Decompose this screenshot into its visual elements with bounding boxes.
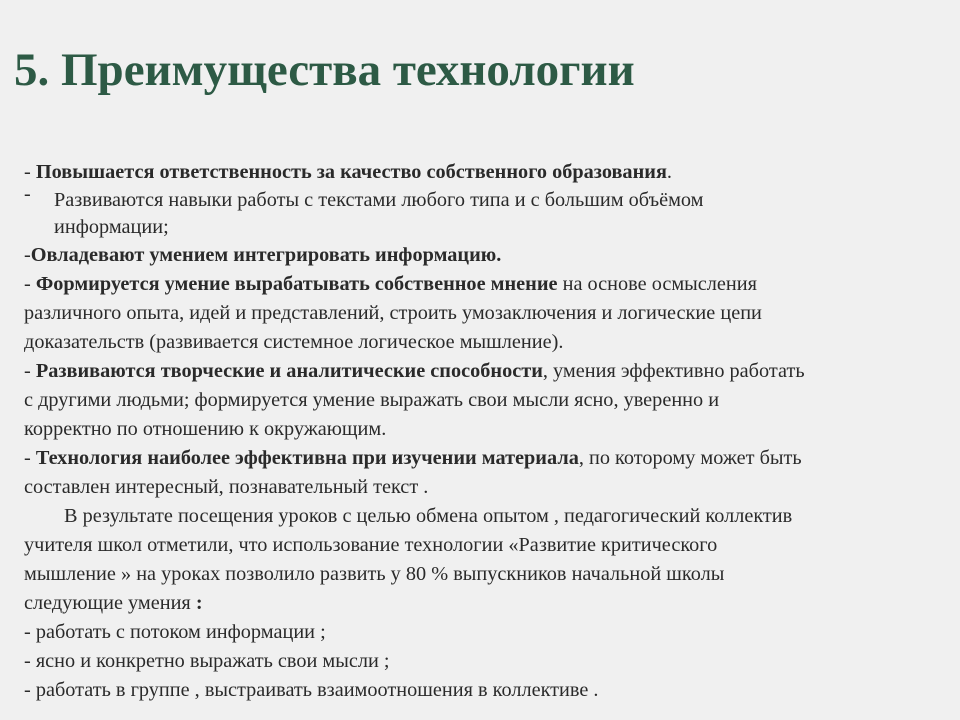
item-bold-text: Формируется умение вырабатывать собственное мнение (35, 273, 558, 295)
list-item (24, 444, 954, 473)
item-prefix: - (24, 447, 36, 469)
item-bullet: - (24, 183, 31, 205)
item-bold-text: Повышается ответственность за качество собственного образования (35, 161, 667, 183)
list-item-continuation: доказательств (развивается системное логическое мышление). (24, 331, 564, 353)
result-paragraph-line (24, 589, 954, 618)
slide-title: 5. Преимущества технологии (14, 44, 635, 96)
item-bold-text: Технология наиболее эффективна при изучении материала (35, 447, 579, 469)
list-item-continuation: корректно по отношению к окружающим. (24, 418, 387, 440)
item-prefix: - (24, 244, 31, 266)
item-prefix: - (24, 360, 36, 382)
slide-body (24, 158, 954, 705)
item-text: информации; (54, 216, 169, 238)
item-text: на основе осмысления (557, 273, 757, 295)
item-text: , по которому может быть (578, 447, 802, 469)
item-prefix: - (24, 273, 36, 295)
list-item-continuation (24, 214, 954, 241)
result-paragraph-line: мышление » на уроках позволило развить у 80 % выпускников начальной школы (24, 563, 725, 585)
skill-item: - работать с потоком информации ; (24, 621, 326, 643)
item-text: , умения эффективно работать (542, 360, 805, 382)
item-text: Развиваются навыки работы с текстами любого типа и с большим объёмом (54, 189, 704, 211)
result-colon: : (195, 592, 203, 614)
list-item (24, 270, 954, 299)
list-item-continuation: составлен интересный, познавательный текст . (24, 476, 429, 498)
list-item (24, 158, 954, 187)
list-item (24, 183, 954, 214)
list-item (24, 241, 954, 270)
list-item-continuation: с другими людьми; формируется умение выражать свои мысли ясно, уверенно и (24, 389, 720, 411)
result-text: следующие умения (24, 592, 196, 614)
list-item-continuation: различного опыта, идей и представлений, строить умозаключения и логические цепи (24, 302, 762, 324)
item-bold-text: Овладевают умением интегрировать информацию. (30, 244, 502, 266)
list-item (24, 357, 954, 386)
item-prefix: - (24, 161, 36, 183)
result-paragraph-line: В результате посещения уроков с целью обмена опытом , педагогический коллектив (64, 505, 793, 527)
result-paragraph-line: учителя школ отметили, что использование технологии «Развитие критического (24, 534, 718, 556)
skill-item: - работать в группе , выстраивать взаимоотношения в коллективе . (24, 679, 599, 701)
skill-item: - ясно и конкретно выражать свои мысли ; (24, 650, 390, 672)
item-bold-text: Развиваются творческие и аналитические способности (35, 360, 543, 382)
item-suffix: . (666, 161, 672, 183)
